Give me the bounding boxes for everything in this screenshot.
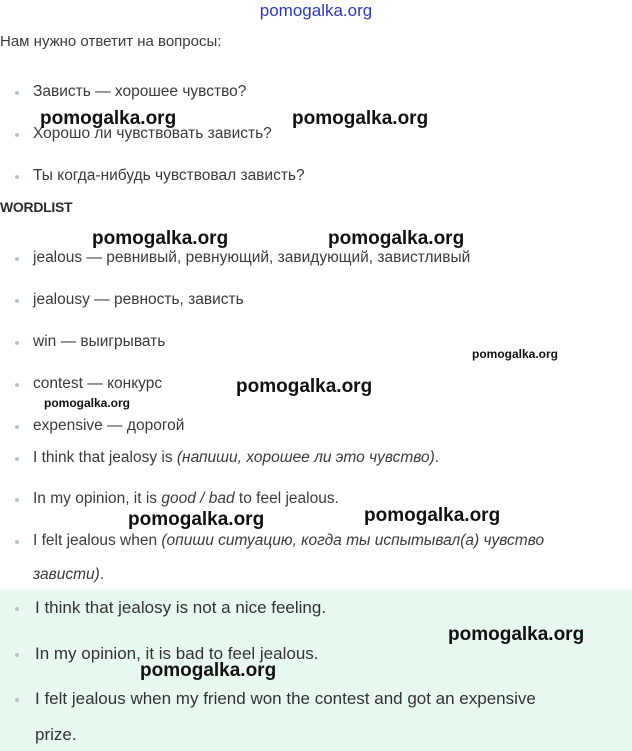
watermark: pomogalka.org [448,624,585,645]
watermark: pomogalka.org [364,505,501,526]
watermark: pomogalka.org [472,347,559,361]
bullet-icon [15,425,19,429]
bullet-icon [15,257,19,261]
intro-text: Нам нужно ответит на вопросы: [0,33,222,50]
watermark: pomogalka.org [140,660,277,681]
watermark: pomogalka.org [328,228,465,249]
site-header-link[interactable]: pomogalka.org [259,1,373,20]
bullet-icon [15,698,19,702]
bullet-icon [15,383,19,387]
bullet-icon [15,540,19,544]
bullet-icon [15,607,19,611]
wordlist-title: WORDLIST [0,199,73,215]
bullet-icon [15,175,19,179]
watermark: pomogalka.org [292,108,429,129]
bullet-icon [15,91,19,95]
bullet-icon [15,498,19,502]
watermark: pomogalka.org [236,376,373,397]
answer-box: I think that jealosy is not a nice feeling. In my opinion, it is bad to feel jealous. I felt jealous when my friend won the contest and got an expensive prize. [0,589,632,751]
watermark: pomogalka.org [40,108,177,129]
bullet-icon [15,341,19,345]
watermark: pomogalka.org [128,509,265,530]
bullet-icon [15,299,19,303]
watermark: pomogalka.org [44,396,131,410]
watermark: pomogalka.org [92,228,229,249]
bullet-icon [15,457,19,461]
bullet-icon [15,653,19,657]
bullet-icon [15,133,19,137]
